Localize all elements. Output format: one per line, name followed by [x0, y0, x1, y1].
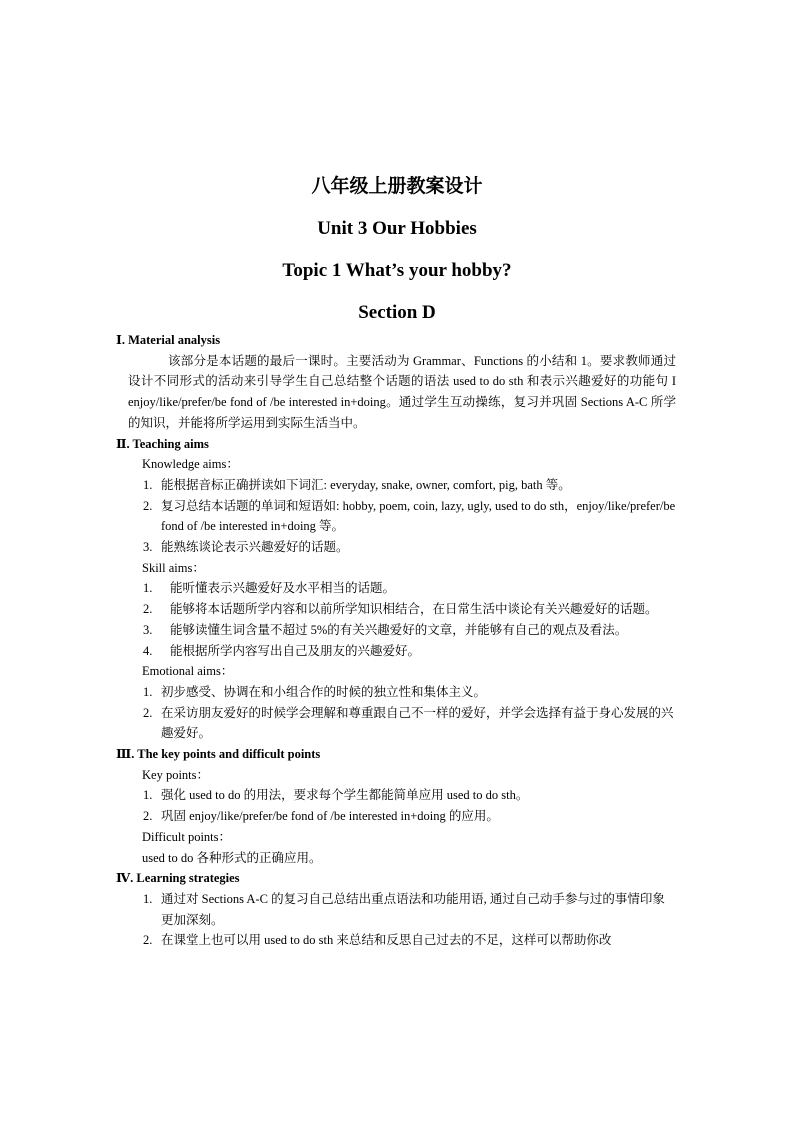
list-item: [116, 806, 676, 827]
difficult-points-text: used to do 各种形式的正确应用。: [142, 850, 322, 865]
list-number: 2.: [143, 498, 153, 513]
list-text: 在课堂上也可以用 used to do sth 来总结和反思自己过去的不足，这样可以帮助你改: [161, 933, 612, 948]
list-number: 3.: [143, 540, 153, 555]
list-number: 1.: [143, 788, 153, 803]
list-item: [116, 703, 676, 744]
key-points-heading: Ⅲ. The key points and difficult points: [116, 747, 321, 762]
list-item: [116, 537, 676, 558]
learning-strategies-heading: Ⅳ. Learning strategies: [116, 871, 240, 886]
list-item: [116, 475, 676, 496]
list-item: [116, 682, 676, 703]
knowledge-aims-label: Knowledge aims：: [142, 457, 239, 472]
topic-title: Topic 1 What’s your hobby?: [282, 260, 512, 281]
unit-title: Unit 3 Our Hobbies: [317, 218, 477, 239]
list-text: 能根据音标正确拼读如下词汇: everyday, snake, owner, comfort, pig, bath 等。: [161, 477, 571, 492]
list-number: 1.: [143, 477, 153, 492]
list-item: [116, 620, 676, 641]
list-item: [116, 496, 676, 537]
list-number: 2.: [143, 602, 153, 617]
list-item: [116, 578, 676, 599]
emotional-aims-label: Emotional aims：: [142, 664, 234, 679]
list-number: 1.: [143, 684, 153, 699]
document-title: 八年级上册教案设计: [311, 176, 483, 197]
skill-aims-label: Skill aims：: [142, 560, 205, 575]
list-text: 在采访朋友爱好的时候学会理解和尊重跟自己不一样的爱好，并学会选择有益于身心发展的兴趣爱好。: [161, 705, 674, 741]
list-number: 1.: [143, 581, 153, 596]
list-text: 能听懂表示兴趣爱好及水平相当的话题。: [170, 581, 396, 596]
list-text: 通过对 Sections A-C 的复习自己总结出重点语法和功能用语, 通过自己动手参与过的事情印象更加深刻。: [161, 891, 665, 927]
material-analysis-text: 该部分是本话题的最后一课时。主要活动为 Grammar、Functions 的小结和 1。要求教师通过设计不同形式的活动来引导学生自己总结整个话题的语法 used to do sth 和表示兴趣爱好的功能句 I enjoy/like/prefer/be fond of /be interested in+doing。通过学生互动操练，复习并巩固 Sections A-C 所学的知识，并能将所学运用到实际生活当中。: [128, 353, 676, 430]
list-text: 复习总结本话题的单词和短语如: hobby, poem, coin, lazy, ugly, used to do sth，enjoy/like/prefer/be fond of /be interested in+doing 等。: [161, 498, 676, 534]
list-item: [116, 930, 676, 951]
list-item: [116, 599, 676, 620]
list-item: [116, 785, 676, 806]
list-text: 强化 used to do 的用法，要求每个学生都能简单应用 used to do sth。: [161, 788, 529, 803]
list-text: 能够将本话题所学内容和以前所学知识相结合，在日常生活中谈论有关兴趣爱好的话题。: [170, 602, 658, 617]
list-number: 4.: [143, 643, 153, 658]
document-body: [116, 330, 676, 951]
list-number: 2.: [143, 809, 153, 824]
key-points-label: Key points：: [142, 767, 210, 782]
section-title: Section D: [358, 302, 436, 323]
list-text: 能够读懂生词含量不超过 5%的有关兴趣爱好的文章，并能够有自己的观点及看法。: [170, 622, 628, 637]
material-analysis-heading: Ⅰ. Material analysis: [116, 333, 221, 347]
list-text: 能熟练谈论表示兴趣爱好的话题。: [161, 540, 349, 555]
list-number: 2.: [143, 933, 153, 948]
list-item: [116, 641, 676, 662]
difficult-points-label: Difficult points：: [142, 829, 232, 844]
list-number: 2.: [143, 705, 153, 720]
list-text: 能根据所学内容写出自己及朋友的兴趣爱好。: [170, 643, 421, 658]
list-number: 1.: [143, 891, 153, 906]
list-text: 初步感受、协调在和小组合作的时候的独立性和集体主义。: [161, 684, 487, 699]
list-item: [116, 889, 676, 930]
title-block: [0, 170, 794, 336]
list-text: 巩固 enjoy/like/prefer/be fond of /be interested in+doing 的应用。: [161, 809, 499, 824]
list-number: 3.: [143, 622, 153, 637]
teaching-aims-heading: Ⅱ. Teaching aims: [116, 436, 209, 451]
